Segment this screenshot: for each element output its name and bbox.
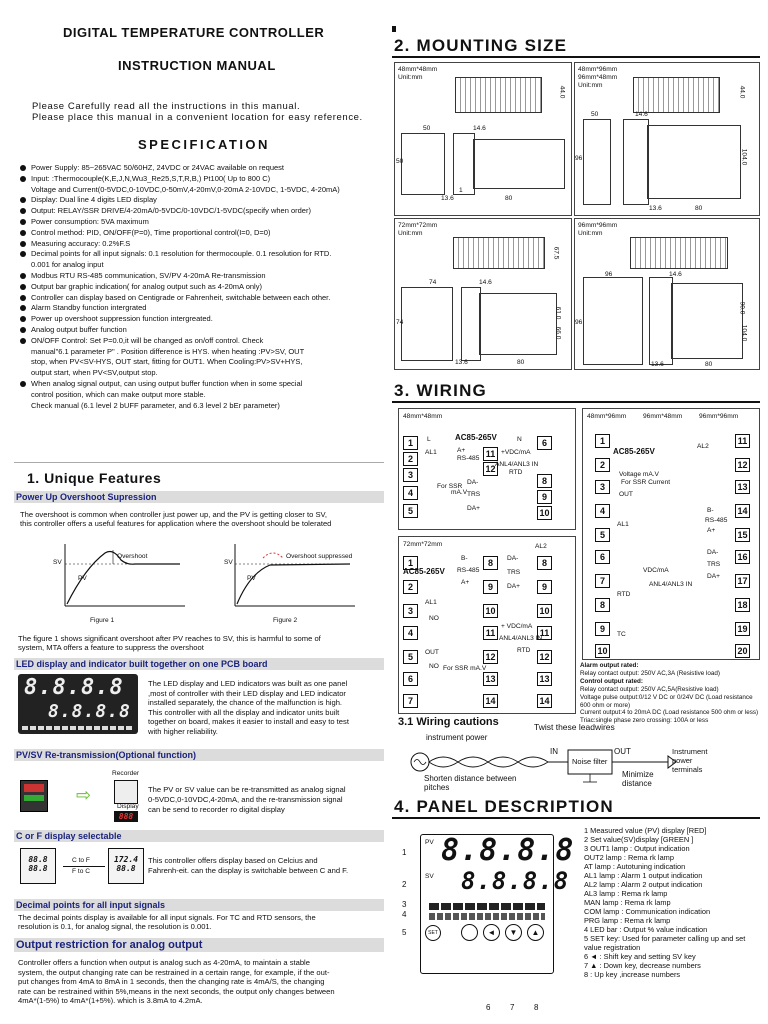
cf-text: This controller offers display based on Celcius and Fahrenh-eit. can the display is switchable between C and F. (148, 856, 349, 875)
up-key-icon[interactable]: ▲ (527, 924, 544, 941)
callout-3: 3 (402, 900, 407, 909)
fig1-sv-label: SV (53, 559, 62, 566)
overshoot-text-1: The overshoot is common when controller just power up, and the PV is getting closer to SV, (20, 510, 328, 519)
decimal-text-2: resolution is 0.1, for analog signal, the resolution is 0.001. (18, 922, 212, 931)
led-digits-bottom: 8.8.8.8 (48, 701, 131, 722)
overshoot-text-2: this controller offers a useful features for application where the overshoot should be tolerated (20, 519, 332, 528)
divider (392, 817, 760, 819)
spec-item: 0.001 for analog input (31, 260, 104, 270)
pv-display: 8.8.8.8 (441, 833, 575, 868)
spec-item: Output: RELAY/SSR DRIVE/4-20mA/0-5VDC/0-10VDC/1-5VDC(specify when order) (18, 206, 390, 217)
shorten-label: Shorten distance between pitches (424, 774, 517, 792)
spec-item: Voltage and Current(0-5VDC,0-10VDC,0-50mV,4-20mV,0-20mA 2-10VDC, 1-5VDC, 4-20mA) (31, 184, 340, 194)
led-bar: LED display and indicator built together on one PCB board (14, 658, 384, 670)
mount-72x72: 72mm*72mm Unit:mm 67.5 74 74 14.6 80 13.6 61.0 66.0 (394, 218, 572, 370)
spec-item: Decimal points for all input signals: 0.1 resolution for thermocouple. 0.1 resolution for RTD. (18, 249, 390, 260)
decimal-text-1: The decimal points display is available for all input signals. For TC and RTD sensors, the (18, 913, 316, 922)
blank-key[interactable] (461, 924, 478, 941)
wiring-48x48: 48mm*48mm 1 L AC85-265V N 6 2 3 4 5 11 12 8 9 10 A+ RS-485 +VDC/mA ANL4/ANL3 IN RTD AL1 DA- TRS DA+ For SSR mA.V (398, 408, 576, 530)
divider (14, 462, 384, 463)
divider (392, 401, 760, 403)
fig2-suppressed-label: Overshoot suppressed (286, 553, 353, 560)
spec-item: Power up overshoot suppression function intergreated. (18, 314, 390, 325)
restrict-text: Controller offers a function when output is analog such as 4-20mA, to maintain a stable system, the output changing rate can be restrained in a certain range, for example, if the out- put changes from 4mA to 8mA in 1 seconds, then the changing rate is 4mA/S, the changing rate can be restrained within 5%,means in the next seconds, the output only changes between 4mA*(1-5%) to 4mA*(1+5%). which is 3.8mA to 4.2mA. (18, 958, 335, 1006)
sv-label: SV (425, 873, 434, 880)
restrict-bar: Output restriction for analog output (14, 938, 384, 952)
spec-item: Output bar graphic indication( for analog output such as 4-20mA only) (18, 282, 390, 293)
doc-title: DIGITAL TEMPERATURE CONTROLLER (63, 25, 325, 40)
set-key[interactable]: SET (425, 925, 441, 941)
spec-list (18, 163, 390, 411)
controller-image (20, 780, 48, 812)
spec-item: output start, when PV<SV,output stop. (31, 368, 158, 378)
overshoot-caption-2: system, MTA offers a feature to suppress the overshoot (18, 643, 204, 652)
wiring-96x96: 48mm*96mm 96mm*48mm 96mm*96mm AC85-265V 1 2 3 4 5 6 7 8 9 10 11 12 13 14 15 16 17 18 19 20 AL2 Voltage mA.V For SSR Current OUT AL1 B- RS-485 A+ DA- TRS DA+ VDC/mA ANL4/ANL3 IN RTD TC (582, 408, 760, 660)
instrument-power-label: instrument power (426, 733, 488, 742)
wiring-72x72: 72mm*72mm AC85-265V 1 2 3 4 5 6 7 8 9 10 11 12 13 14 8 9 10 11 12 13 14 B- RS-485 A+ DA- TRS DA+ AL2 AL1 NO + VDC/mA ANL4/ANL3 IN RTD OUT NO For SSR mA.V (398, 536, 576, 714)
controller-f-image: 172.4 88.8 (108, 848, 144, 884)
display-image: 888 (114, 811, 138, 822)
spec-item: Power consumption: 5VA maximum (18, 217, 390, 228)
display-label: Display (117, 803, 139, 810)
led-text: The LED display and LED indicators was built as one panel ,most of controller with their LED display and LED indicator installed separately, the chance of the malfunction is high. This controller with all the display and indicator units built together on board, makes it easier to install and easy to test with higher reliability. (148, 679, 349, 736)
down-key-icon[interactable]: ▼ (505, 924, 522, 941)
callout-7: 7 (510, 1003, 515, 1012)
spec-heading: SPECIFICATION (138, 137, 270, 152)
twist-label: Twist these leadwires (534, 722, 615, 732)
recorder-image (114, 780, 138, 804)
out-label: OUT (614, 747, 631, 756)
callout-8: 8 (534, 1003, 539, 1012)
heading-marker (392, 26, 396, 32)
spec-item: Power Supply: 85~265VAC 50/60HZ, 24VDC or 24VAC available on request (18, 163, 390, 174)
retrans-text: The PV or SV value can be re-transmitted as analog signal 0-5VDC,0-10VDC,4-20mA, and the re-transmission signal can be send to recorder ro digital display (148, 785, 346, 814)
fig2-sv-label: SV (224, 559, 233, 566)
fig1-label: Figure 1 (90, 617, 115, 624)
controller-c-image: 88.8 88.8 (20, 848, 56, 884)
mount-48x96: 48mm*96mm 96mm*48mm Unit:mm 44.0 50 96 14.6 80 13.6 104.0 (574, 62, 760, 216)
divider (392, 56, 760, 58)
spec-item: Control method: PID, ON/OFF(P=0), Time proportional control(I=0, D=0) (18, 228, 390, 239)
mount-96x96: 96mm*96mm Unit:mm 96 96 14.6 80 13.6 90.0 104.0 (574, 218, 760, 370)
retrans-bar: PV/SV Re-transmission(Optional function) (14, 749, 384, 761)
spec-item: Measuring accuracy: 0.2%F.S (18, 239, 390, 250)
c-to-f-arrows: C to F F to C (63, 859, 105, 875)
spec-item: Alarm Standby function intergrated (18, 303, 390, 314)
led-bar-graph (429, 913, 545, 920)
noise-filter-label: Noise filter (572, 757, 608, 766)
cf-bar: C or F display selectable (14, 830, 384, 842)
spec-item: Controller can display based on Centigrade or Fahrenheit, switchable between each other. (18, 293, 390, 304)
callout-6: 6 (486, 1003, 491, 1012)
recorder-label: Recorder (112, 770, 140, 777)
doc-subtitle: INSTRUCTION MANUAL (118, 58, 276, 73)
shift-key-icon[interactable]: ◄ (483, 924, 500, 941)
intro-line-2: Please place this manual in a convenient location for easy reference. (32, 112, 363, 123)
indicator-lamps (429, 903, 545, 910)
spec-item: ON/OFF Control: Set P=0.0,it will be changed as on/off control. Check (18, 336, 390, 347)
arrow-right-icon: ⇨ (76, 785, 92, 805)
spec-item: Check manual (6.1 level 2 bUFF parameter, and 6.3 level 2 bEr parameter) (31, 400, 280, 410)
callout-1: 1 (402, 848, 407, 857)
panel-items: 1 Measured value (PV) display [RED] 2 Set value(SV)display [GREEN ] 3 OUT1 lamp : Output indication OUT2 lamp : Rema rk lamp AT lamp : Autotuning indication AL1 lamp : Alarm 1 output indication AL2 lamp : Alarm 2 output indication AL3 lamp : Rema rk lamp MAN lamp : Rema rk lamp COM lamp : Communication indication PRG lamp : Rema rk lamp 4 LED bar : Output % value indication 5 SET key: Used for parameter calling up and set value registration 6 ◄ : Shift key and setting SV key 7 ▲ : Down key, decrease numbers 8 : Up key ,increase numbers (584, 826, 746, 979)
pv-label: PV (425, 839, 434, 846)
spec-item: Modbus RTU RS-485 communication, SV/PV 4-20mA Re-transmission (18, 271, 390, 282)
callout-4: 4 (402, 910, 407, 919)
rating-text: Alarm output rated: Relay contact output: 250V AC,3A (Resistive load) Control output rated: Relay contact output: 250V AC,5A(Resistive load) Voltage pulse output:0/12 V DC or 0/24V DC (Load resistance 600 ohm or more) Current output:4 to 20mA DC (Load resistance 500 ohm or less) Triac:single phase zero crossing: 100A or less (580, 662, 759, 725)
in-label: IN (550, 747, 558, 756)
led-board-image (18, 674, 138, 734)
callout-2: 2 (402, 880, 407, 889)
callout-5: 5 (402, 928, 407, 937)
spec-item: manual"6.1 parameter P" . Position difference is HYS. when heating :PV>SV, OUT (31, 346, 305, 356)
fig2-pv-label: PV (247, 575, 256, 582)
spec-item: control position, which can make output more stable. (31, 389, 206, 399)
panel-diagram (420, 833, 575, 974)
mounting-heading: 2. MOUNTING SIZE (394, 36, 568, 55)
spec-item: Input: :Thermocouple(K,E,J,N,Wu3_Re25,S,T,R,B,) Pt100( Up to 800 C) (18, 174, 390, 185)
fig1-overshoot-label: Overshoot (117, 553, 148, 560)
wiring-heading: 3. WIRING (394, 381, 487, 400)
cautions-heading: 3.1 Wiring cautions (398, 716, 499, 728)
intro-line-1: Please Carefully read all the instructions in this manual. (32, 101, 301, 112)
led-digits-top: 8.8.8.8 (24, 675, 124, 700)
overshoot-bar: Power Up Overshoot Supression (14, 491, 384, 503)
minimize-label: Minimize distance (622, 770, 654, 788)
decimal-bar: Decimal points for all input signals (14, 899, 384, 911)
spec-item: When analog signal output, can using output buffer function when in some special (18, 379, 390, 390)
fig2-label: Figure 2 (273, 617, 298, 624)
power-terminals-label: Instrument power terminals (672, 747, 708, 774)
overshoot-caption-1: The figure 1 shows significant overshoot after PV reaches to SV, this is harmful to some of (18, 634, 321, 643)
spec-item: stop, when PV<SV-HYS, OUT start, fitting for OUT1. When Cooling:PV>SV+HYS, (31, 357, 303, 367)
spec-item: Display: Dual line 4 digits LED display (18, 195, 390, 206)
panel-heading: 4. PANEL DESCRIPTION (394, 797, 614, 816)
mount-48x48: 48mm*48mm Unit:mm 44.0 50 50 14.6 80 1 13.6 (394, 62, 572, 216)
fig1-pv-label: PV (78, 575, 87, 582)
sv-display: 8.8.8.8 (461, 867, 570, 895)
features-heading: 1. Unique Features (27, 470, 162, 486)
spec-item: Analog output buffer function (18, 325, 390, 336)
